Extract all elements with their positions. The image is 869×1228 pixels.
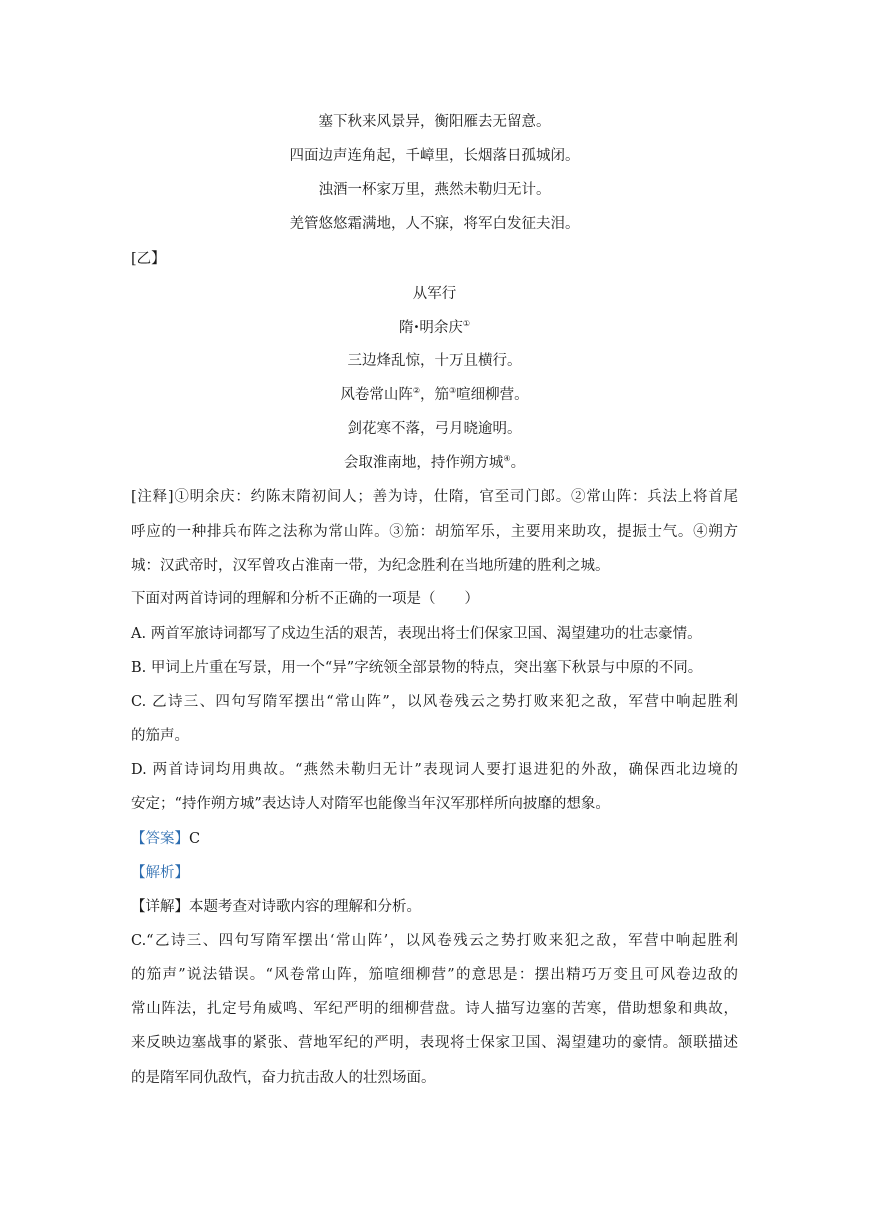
line-text: 风卷常山阵	[340, 387, 413, 403]
line-text: 喧细柳营。	[456, 387, 529, 403]
option-b: B. 甲词上片重在写景，用一个“异”字统领全部景物的特点，突出塞下秋景与中原的不同。	[131, 660, 703, 676]
poem-jia-line-4: 羌管悠悠霜满地，人不寐，将军白发征夫泪。	[289, 216, 580, 232]
detail-line-1: C.“乙诗三、四句写隋军摆出‘常山阵’，以风卷残云之势打败来犯之敌，军营中响起胜利	[131, 933, 738, 949]
footnote-marker: ②	[412, 386, 420, 395]
answer-value: C	[189, 831, 201, 847]
detail-line-2: 的笳声”说法错误。“风卷常山阵，笳喧细柳营”的意思是：摆出精巧万变且可风卷边敌的	[131, 967, 738, 983]
detail-intro	[131, 897, 421, 917]
notes-line-1: [注释]①明余庆：约陈末隋初间人；善为诗，仕隋，官至司门郎。②常山阵：兵法上将首尾	[131, 489, 738, 505]
detail-tag: 【详解】	[131, 899, 189, 915]
option-d-line-1: D. 两首诗词均用典故。“燕然未勒归无计”表现词人要打退进犯的外敌，确保西北边境的	[131, 762, 738, 778]
line-text: 。	[510, 455, 526, 471]
poem-yi-line-2	[0, 385, 869, 405]
analysis-tag-text: 【解析】	[131, 865, 189, 881]
detail-line-3: 常山阵法，扎定号角威鸣、军纪严明的细柳营盘。诗人描写边塞的苦寒，借助想象和典故，	[131, 1001, 738, 1017]
option-c-line-1: C. 乙诗三、四句写隋军摆出“常山阵”，以风卷残云之势打败来犯之敌，军营中响起胜利	[131, 694, 738, 710]
poem-yi-line-4	[0, 453, 869, 473]
footnote-marker: ③	[449, 386, 457, 395]
author-dynasty: 隋	[398, 320, 414, 336]
detail-line-5: 的是隋军同仇敌忾，奋力抗击敌人的壮烈场面。	[131, 1070, 436, 1086]
answer-line	[131, 829, 200, 849]
poem-jia-line-1: 塞下秋来风景异，衡阳雁去无留意。	[318, 114, 551, 130]
analysis-tag	[131, 863, 189, 883]
line-text: 会取淮南地，持作朔方城	[343, 455, 504, 471]
poem-yi-line-1: 三边烽乱惊，十万且横行。	[347, 353, 522, 369]
poem-yi-label: [乙】	[131, 251, 166, 267]
poem-yi-line-3: 剑花寒不落，弓月晓逾明。	[347, 421, 522, 437]
footnote-marker: ①	[462, 319, 471, 328]
line-text: ，笳	[420, 387, 449, 403]
author-separator: •	[413, 322, 420, 333]
answer-tag: 【答案】	[131, 831, 189, 847]
detail-line-4: 来反映边塞战事的紧张、营地军纪的严明，表现将士保家卫国、渴望建功的豪情。颔联描述	[131, 1035, 738, 1051]
notes-line-3: 城：汉武帝时，汉军曾攻占淮南一带，为纪念胜利在当地所建的胜利之城。	[131, 558, 610, 574]
poem-jia-line-3: 浊酒一杯家万里，燕然未勒归无计。	[318, 182, 551, 198]
option-c-line-2: 的笳声。	[131, 728, 189, 744]
question-stem: 下面对两首诗词的理解和分析不正确的一项是（ ）	[131, 591, 479, 607]
option-d-line-2: 安定；“持作朔方城”表达诗人对隋军也能像当年汉军那样所向披靡的想象。	[131, 796, 610, 812]
footnote-marker: ④	[503, 454, 511, 463]
option-a: A. 两首军旅诗词都写了戍边生活的艰苦，表现出将士们保家卫国、渴望建功的壮志豪情。	[131, 626, 702, 642]
poem-yi-author	[0, 318, 869, 338]
poem-yi-title: 从军行	[412, 286, 457, 302]
notes-line-2: 呼应的一种排兵布阵之法称为常山阵。③笳：胡笳军乐，主要用来助攻，提振士气。④朔方	[131, 524, 738, 540]
detail-intro-text: 本题考查对诗歌内容的理解和分析。	[189, 899, 421, 915]
author-name: 明余庆	[419, 320, 463, 336]
poem-jia-line-2: 四面边声连角起，千嶂里，长烟落日孤城闭。	[289, 148, 580, 164]
